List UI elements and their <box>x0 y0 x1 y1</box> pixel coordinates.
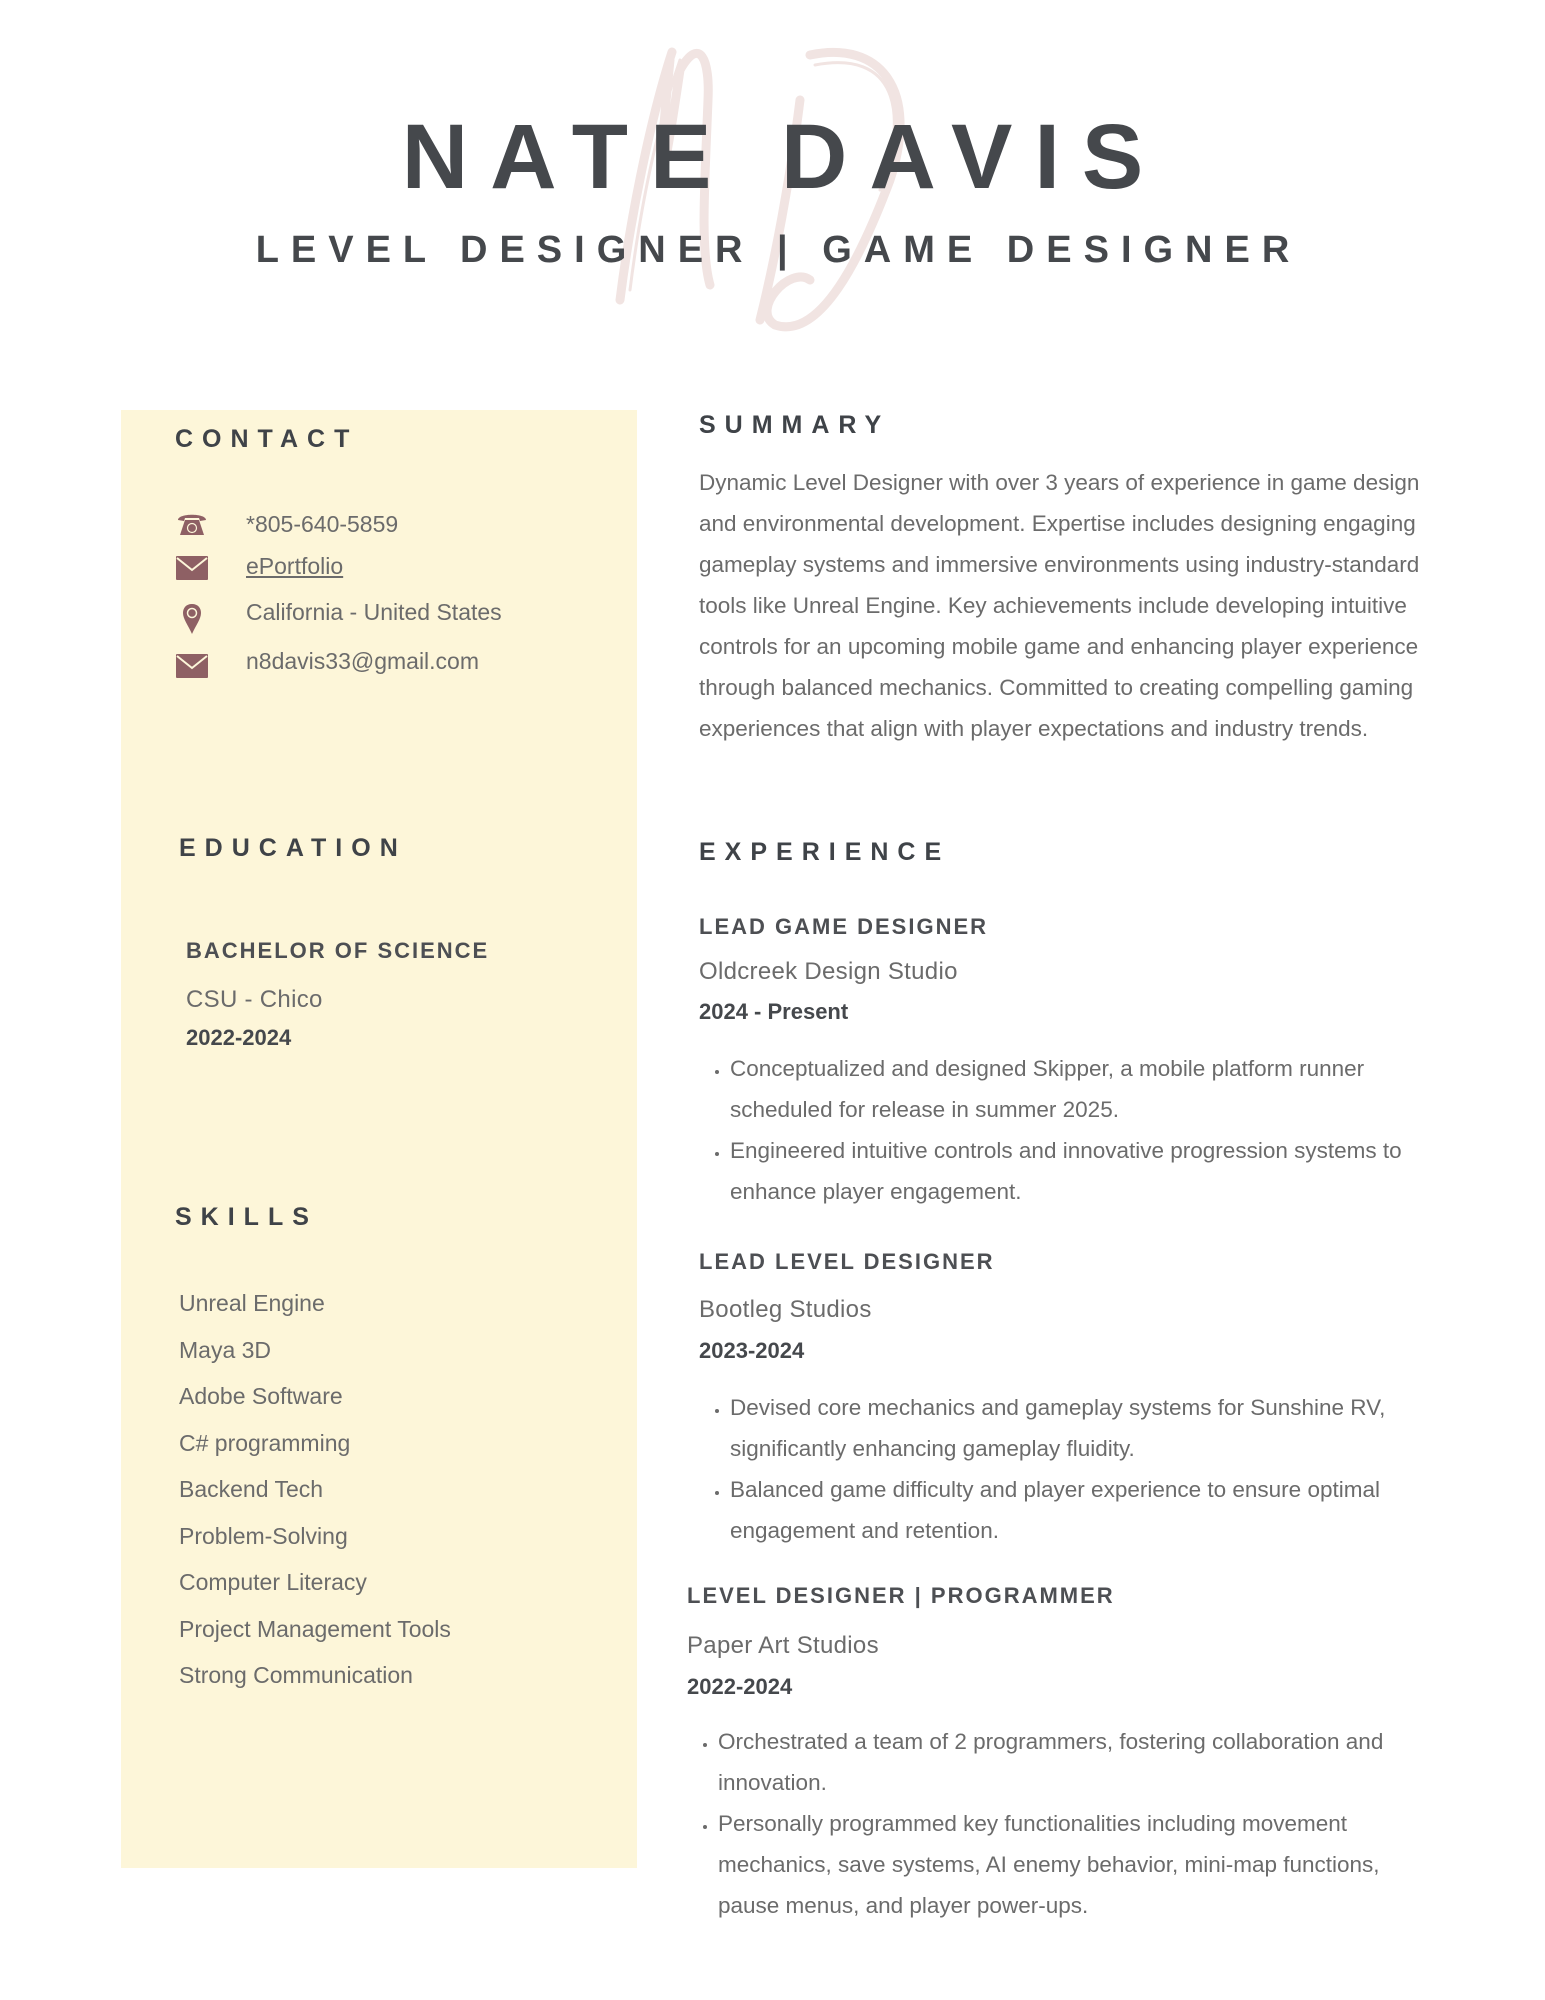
job-years: 2024 - Present <box>699 999 849 1024</box>
skill-item: Unreal Engine <box>179 1290 325 1316</box>
location-text: California - United States <box>246 599 502 625</box>
envelope-icon <box>175 553 209 583</box>
job-bullet: • Orchestrated a team of 2 programmers, fostering collaboration and innovation. <box>718 1721 1422 1803</box>
job-role: LEAD GAME DESIGNER <box>699 914 989 939</box>
job-entry <box>699 1248 1434 1551</box>
job-title: LEVEL DESIGNER | GAME DESIGNER <box>255 229 1302 271</box>
skill-item: Adobe Software <box>179 1383 343 1409</box>
job-entry <box>699 913 1434 1212</box>
job-years: 2023-2024 <box>699 1338 805 1363</box>
summary-heading: SUMMARY <box>699 411 891 439</box>
contact-heading: CONTACT <box>175 425 359 453</box>
job-role: LEAD LEVEL DESIGNER <box>699 1249 995 1274</box>
job-bullet: • Balanced game difficulty and player experience to ensure optimal engagement and retention. <box>730 1469 1434 1551</box>
job-bullet: • Conceptualized and designed Skipper, a mobile platform runner scheduled for release in summer 2025. <box>730 1048 1434 1130</box>
job-bullet: • Devised core mechanics and gameplay systems for Sunshine RV, significantly enhancing gameplay fluidity. <box>730 1387 1434 1469</box>
job-company: Bootleg Studios <box>699 1296 872 1323</box>
job-bullet: • Personally programmed key functionalities including movement mechanics, save systems, AI enemy behavior, mini-map functions, pause menus, and player power-ups. <box>718 1803 1422 1926</box>
skill-item: Backend Tech <box>179 1476 324 1502</box>
experience-heading: EXPERIENCE <box>699 838 951 866</box>
eportfolio-link[interactable]: ePortfolio <box>246 553 344 579</box>
summary-text: Dynamic Level Designer with over 3 years of experience in game design and environmental development. Expertise includes designing engaging gameplay systems and immersive environments using industry-standard tools like Unreal Engine. Key achievements include developing intuitive controls for an upcoming mobile game and enhancing player experience through balanced mechanics. Committed to creating compelling gaming experiences that align with player expectations and industry trends. <box>699 470 1420 741</box>
job-company: Paper Art Studios <box>687 1632 879 1659</box>
skill-item: Strong Communication <box>179 1662 413 1688</box>
skill-item: C# programming <box>179 1429 351 1456</box>
phone-number: *805-640-5859 <box>246 511 399 537</box>
skills-list <box>179 1288 451 1707</box>
phone-icon <box>175 509 209 539</box>
school-name: CSU - Chico <box>186 986 323 1013</box>
skills-heading: SKILLS <box>175 1203 318 1231</box>
job-bullet: • Engineered intuitive controls and innovative progression systems to enhance player engagement. <box>730 1130 1434 1212</box>
candidate-name: NATE DAVIS <box>401 106 1166 208</box>
skill-item: Project Management Tools <box>179 1615 451 1642</box>
skill-item: Problem-Solving <box>179 1522 348 1549</box>
job-role: LEVEL DESIGNER | PROGRAMMER <box>687 1583 1115 1608</box>
job-company: Oldcreek Design Studio <box>699 958 958 985</box>
education-years: 2022-2024 <box>186 1025 292 1050</box>
degree-title: BACHELOR OF SCIENCE <box>186 938 490 963</box>
job-years: 2022-2024 <box>687 1674 793 1699</box>
skill-item: Maya 3D <box>179 1336 272 1363</box>
envelope-icon <box>175 651 209 681</box>
education-heading: EDUCATION <box>179 834 407 862</box>
skill-item: Computer Literacy <box>179 1569 367 1595</box>
job-entry <box>687 1582 1422 1926</box>
email-address: n8davis33@gmail.com <box>246 648 480 674</box>
location-pin-icon <box>175 602 209 636</box>
